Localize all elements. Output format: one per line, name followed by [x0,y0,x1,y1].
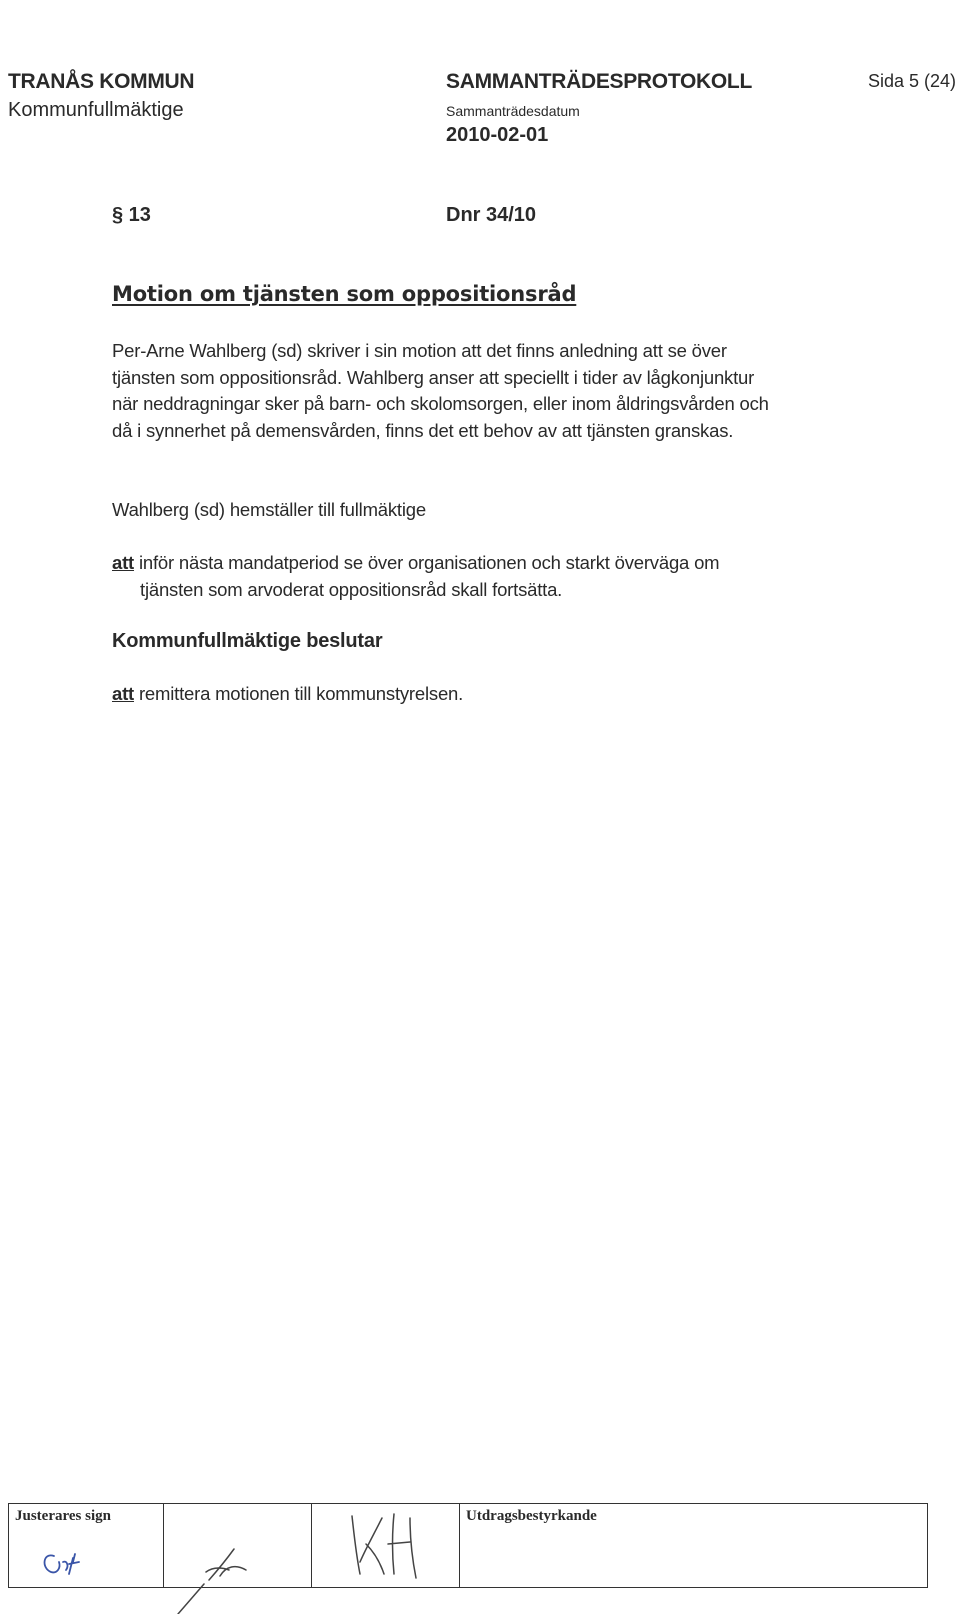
department-name: Kommunfullmäktige [8,99,184,121]
meeting-date-label: Sammanträdesdatum [446,103,580,119]
decision-clause [112,683,463,705]
decision-heading: Kommunfullmäktige beslutar [112,630,383,652]
request-att: att [112,552,135,573]
diary-number: Dnr 34/10 [446,204,537,226]
signature-cell-1 [9,1504,164,1587]
signature-initials-1 [9,1504,164,1589]
motion-body [112,338,772,444]
paragraph-number: § 13 [112,204,151,226]
decision-text: remittera motionen till kommunstyrelsen. [138,683,464,704]
signature-cell-2 [164,1504,312,1587]
page-number: Sida 5 (24) [868,71,957,91]
organization-name: TRANÅS KOMMUN [8,70,195,93]
request-intro: Wahlberg (sd) hemställer till fullmäktige [112,499,426,520]
utdragsbestyrkande-label: Utdragsbestyrkande [466,1508,597,1524]
motion-title: Motion om tjänsten som oppositionsråd [112,282,577,306]
justerares-sign-label: Justerares sign [15,1508,111,1524]
request-clause [112,550,772,603]
document-type: SAMMANTRÄDESPROTOKOLL [446,70,752,93]
signature-cell-4 [460,1504,927,1587]
meeting-date: 2010-02-01 [446,124,549,146]
signature-initials-2 [164,1504,312,1614]
decision-att: att [112,683,135,704]
request-text-line-1: inför nästa mandatperiod se över organisationen och starkt överväga om [138,552,720,573]
request-text-line-2: tjänsten som arvoderat oppositionsråd skall fortsätta. [140,578,563,600]
signature-initials-3 [312,1504,460,1589]
motion-text: Per-Arne Wahlberg (sd) skriver i sin motion att det finns anledning att se över tjänsten som oppositionsråd. Wahlberg anser att speciellt i tider av lågkonjunktur när neddragningar sker på barn- och skolomsorgen, eller inom åldringsvården och då i synnerhet på demensvården, finns det ett behov av att tjänsten granskas. [112,340,769,441]
signature-table [8,1503,928,1588]
signature-cell-3 [312,1504,460,1587]
